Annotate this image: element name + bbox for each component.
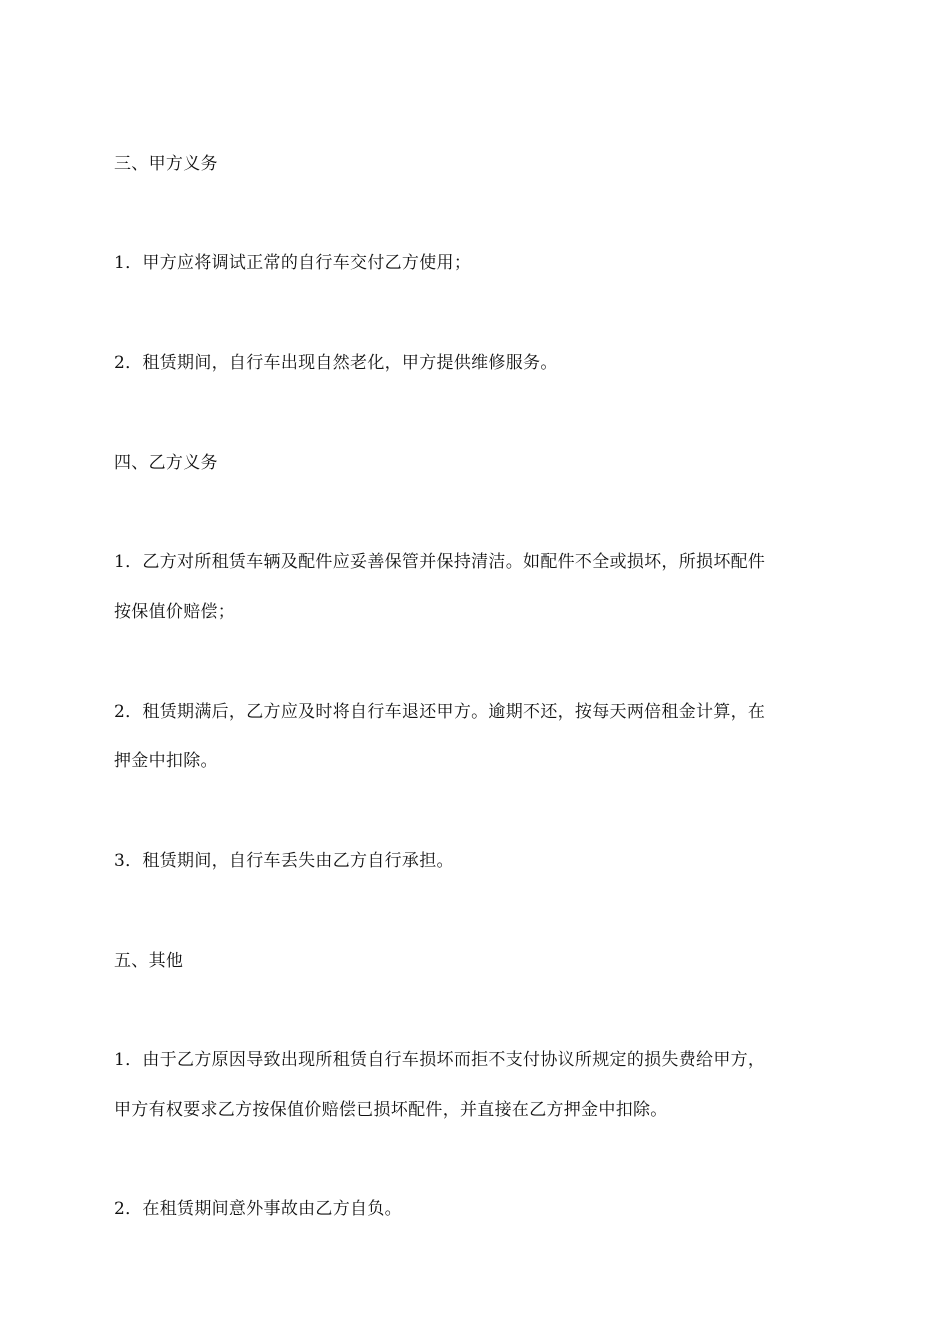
section-4-item-1-line-2: 按保值价赔偿； [114, 602, 236, 622]
section-heading-4: 四、乙方义务 [114, 453, 218, 473]
section-5-item-1-line-2: 甲方有权要求乙方按保值价赔偿已损坏配件，并直接在乙方押金中扣除。 [114, 1100, 668, 1120]
section-heading-3: 三、甲方义务 [114, 154, 218, 174]
section-4-item-1-line-1: 1．乙方对所租赁车辆及配件应妥善保管并保持清洁。如配件不全或损坏，所损坏配件 [114, 552, 766, 572]
section-5-item-2: 2．在租赁期间意外事故由乙方自负。 [114, 1199, 402, 1219]
section-3-item-1: 1．甲方应将调试正常的自行车交付乙方使用； [114, 253, 472, 273]
section-4-item-2-line-2: 押金中扣除。 [114, 751, 218, 771]
section-5-item-1-line-1: 1．由于乙方原因导致出现所租赁自行车损坏而拒不支付协议所规定的损失费给甲方， [114, 1050, 766, 1070]
section-4-item-2-line-1: 2．租赁期满后，乙方应及时将自行车退还甲方。逾期不还，按每天两倍租金计算，在 [114, 702, 766, 722]
section-3-item-2: 2．租赁期间，自行车出现自然老化，甲方提供维修服务。 [114, 353, 558, 373]
section-heading-5: 五、其他 [114, 951, 184, 971]
section-4-item-3: 3．租赁期间，自行车丢失由乙方自行承担。 [114, 851, 454, 871]
